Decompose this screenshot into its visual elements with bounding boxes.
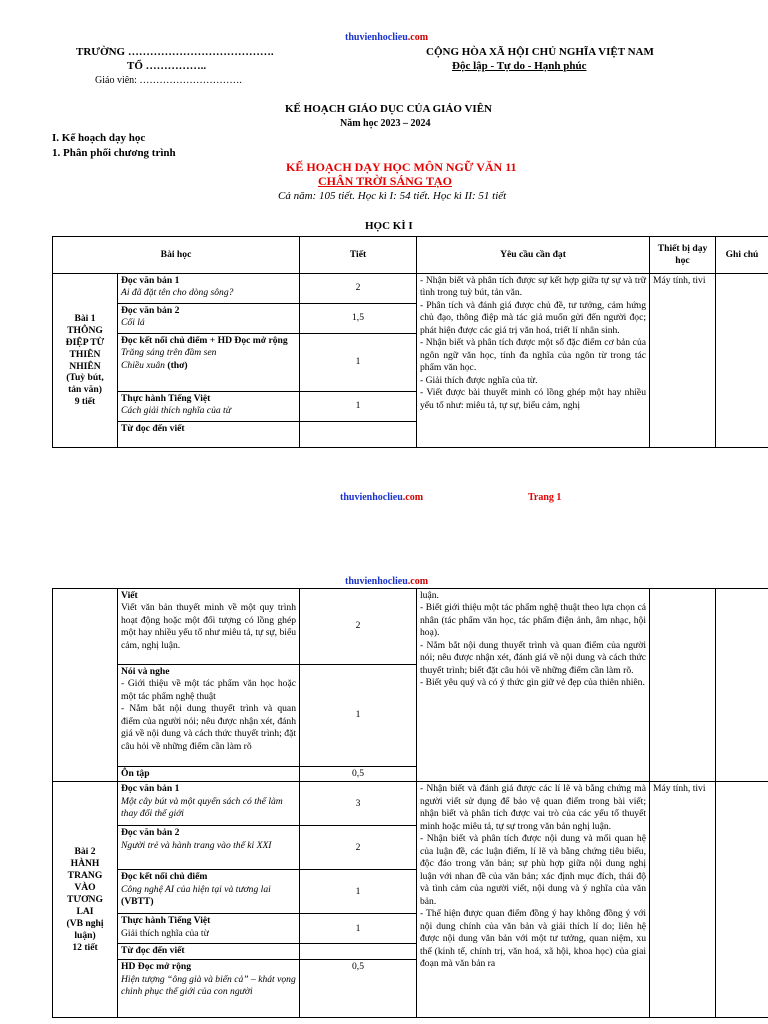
period-cell: 0,5: [300, 767, 417, 782]
school-line: TRƯỜNG ………………………………….: [76, 46, 274, 58]
period-cell: 2: [300, 826, 417, 870]
continued-equipment: [650, 589, 716, 782]
continued-item: Ôn tập: [118, 767, 300, 782]
lesson-2-item: Từ đọc đến viết: [118, 944, 300, 960]
header-equipment: Thiết bị dạy học: [650, 237, 716, 274]
lesson-2-note: [716, 782, 768, 1018]
lesson-1-item: Thực hành Tiếng Việt Cách giải thích nghĩa của từ: [118, 392, 300, 422]
site-watermark-top-page2: thuvienhoclieu.com: [345, 576, 429, 587]
lesson-2-title: Bài 2 HÀNH TRANG VÀO TƯƠNG LAI (VB nghị luận) 12 tiết: [53, 782, 118, 1018]
section-heading: I. Kế hoạch dạy học: [52, 132, 146, 144]
continued-item: Nói và nghe - Giới thiệu về một tác phẩm văn học hoặc một tác phẩm nghệ thuật - Nắm bắt nội dung thuyết trình và quan điểm của người nói; nêu được nhận xét, đánh giá về nội dung và cách thức thuyết trình; đặt câu hỏi về những điểm cần làm rõ: [118, 665, 300, 767]
period-cell: 0,5: [300, 960, 417, 1018]
period-cell: 1: [300, 870, 417, 914]
lesson-1-requirements: - Nhận biết và phân tích được sự kết hợp giữa tự sự và trữ tình trong tuỳ bút, tản văn. - Phân tích và đánh giá được chủ đề, tư tưởng, cảm hứng chủ đạo, thông điệp mà tác giả muốn gửi đến người đọc; phát hiện được các giá trị văn hoá, triết lí nhân sinh. - Nhận biết và phân tích được một số đặc điểm cơ bản của ngôn ngữ văn học, tính đa nghĩa của ngôn từ trong tác phẩm văn học. - Giải thích được nghĩa của từ. - Viết được bài thuyết minh có lồng ghép một hay nhiều yếu tố như: miêu tả, tự sự, biểu cảm, nghị: [417, 274, 650, 448]
lesson-2-equipment: Máy tính, tivi: [650, 782, 716, 1018]
motto-heading: Độc lập - Tự do - Hạnh phúc: [452, 60, 587, 72]
lesson-1-item: Đọc kết nối chủ điểm + HD Đọc mở rộng Trăng sáng trên đầm sen Chiều xuân (thơ): [118, 334, 300, 392]
subsection-heading: 1. Phân phối chương trình: [52, 147, 176, 159]
group-line: TỔ ……………..: [127, 60, 207, 72]
continued-requirements: luận. - Biết giới thiệu một tác phẩm nghệ thuật theo lựa chọn cá nhân (tác phẩm văn học, tác phẩm điện ảnh, âm nhạc, hội hoạ). - Nắm bắt nội dung thuyết trình và quan điểm của người nói; nêu được nhận xét, đánh giá về nội dung và cách thức thuyết trình; biết đặt câu hỏi về những điểm cần làm rõ. - Biết yêu quý và có ý thức gìn giữ vẻ đẹp của thiên nhiên.: [417, 589, 650, 782]
lesson-1-item: Đọc văn bản 1 Ai đã đặt tên cho dòng sông?: [118, 274, 300, 304]
lesson-1-item: Từ đọc đến viết: [118, 422, 300, 448]
period-cell: 1: [300, 392, 417, 422]
period-cell: [300, 944, 417, 960]
header-note: Ghi chú: [716, 237, 768, 274]
continued-note: [716, 589, 768, 782]
document-title: KẾ HOẠCH GIÁO DỤC CỦA GIÁO VIÊN: [285, 103, 492, 115]
plan-table-page2: [52, 588, 768, 1018]
header-requirements: Yêu cầu cần đạt: [417, 237, 650, 274]
period-cell: 3: [300, 782, 417, 826]
nation-heading: CỘNG HÒA XÃ HỘI CHỦ NGHĨA VIỆT NAM: [426, 46, 654, 58]
lesson-1-title-cont: [53, 589, 118, 782]
lesson-1-title: Bài 1 THÔNG ĐIỆP TỪ THIÊN NHIÊN (Tuỳ bút, tản văn) 9 tiết: [53, 274, 118, 448]
period-cell: 1,5: [300, 304, 417, 334]
period-cell: 1: [300, 914, 417, 944]
lesson-1-item: Đọc văn bản 2 Cối lá: [118, 304, 300, 334]
lesson-1-equipment: Máy tính, tivi: [650, 274, 716, 448]
period-cell: 2: [300, 589, 417, 665]
page-footer: thuvienhoclieu.com: [340, 492, 424, 503]
lesson-2-item: Đọc văn bản 1 Một cây bút và một quyển sách có thể làm thay đổi thế giới: [118, 782, 300, 826]
header-period: Tiết: [300, 237, 417, 274]
page-number: Trang 1: [528, 492, 562, 503]
site-watermark-top: thuvienhoclieu.com: [345, 32, 429, 43]
plan-table-page1: [52, 236, 768, 448]
lesson-2-item: Đọc văn bản 2 Người trẻ và hành trang vào thế kỉ XXI: [118, 826, 300, 870]
period-cell: 1: [300, 665, 417, 767]
header-lesson: Bài học: [53, 237, 300, 274]
school-year: Năm học 2023 – 2024: [340, 118, 431, 129]
period-cell: 2: [300, 274, 417, 304]
lesson-2-item: HD Đọc mở rộng Hiện tượng “ông già và biển cả” – khát vọng chinh phục thế giới của con người: [118, 960, 300, 1018]
plan-title: KẾ HOẠCH DẠY HỌC MÔN NGỮ VĂN 11: [286, 160, 517, 174]
lesson-2-requirements: - Nhận biết và đánh giá được các lí lẽ và bằng chứng mà người viết sử dụng để bảo vệ quan điểm trong bài viết; nhận biết và phân tích được vai trò của các yếu tố thuyết minh hoặc miêu tả, tự sự trong văn bản nghị luận. - Nhận biết và phân tích được nội dung và mối quan hệ của luận đề, các luận điểm, lí lẽ và bằng chứng tiêu biểu, độc đáo trong văn bản; sự phù hợp giữa nội dung nghị luận với nhan đề của văn bản; xác định mục đích, thái độ và tình cảm của người viết, nội dung và ý nghĩa của văn bản. - Thể hiện được quan điểm đồng ý hay không đồng ý với nội dung chính của văn bản và giải thích lí do; liên hệ được nội dung văn bản với một tư tưởng, quan niệm, xu thế (kinh tế, chính trị, văn hoá, xã hội, khoa học) của giai đoạn mà văn bản ra: [417, 782, 650, 1018]
continued-item: Viết Viết văn bản thuyết minh về một quy trình hoạt động hoặc một đối tượng có lồng ghép một hay nhiều yếu tố như miêu tả, tự sự, biểu cảm, nghị luận.: [118, 589, 300, 665]
period-cell: [300, 422, 417, 448]
period-cell: 1: [300, 334, 417, 392]
semester-heading: HỌC KÌ I: [365, 220, 413, 232]
teacher-line: Giáo viên: ………………………….: [95, 75, 242, 86]
lesson-1-note: [716, 274, 768, 448]
lesson-2-item: Đọc kết nối chủ điểm Công nghệ AI của hiện tại và tương lai (VBTT): [118, 870, 300, 914]
lesson-2-item: Thực hành Tiếng Việt Giải thích nghĩa của từ: [118, 914, 300, 944]
periods-summary: Cả năm: 105 tiết. Học kì I: 54 tiết. Học kì II: 51 tiết: [278, 190, 507, 202]
series-name: CHÂN TRỜI SÁNG TẠO: [318, 174, 452, 188]
